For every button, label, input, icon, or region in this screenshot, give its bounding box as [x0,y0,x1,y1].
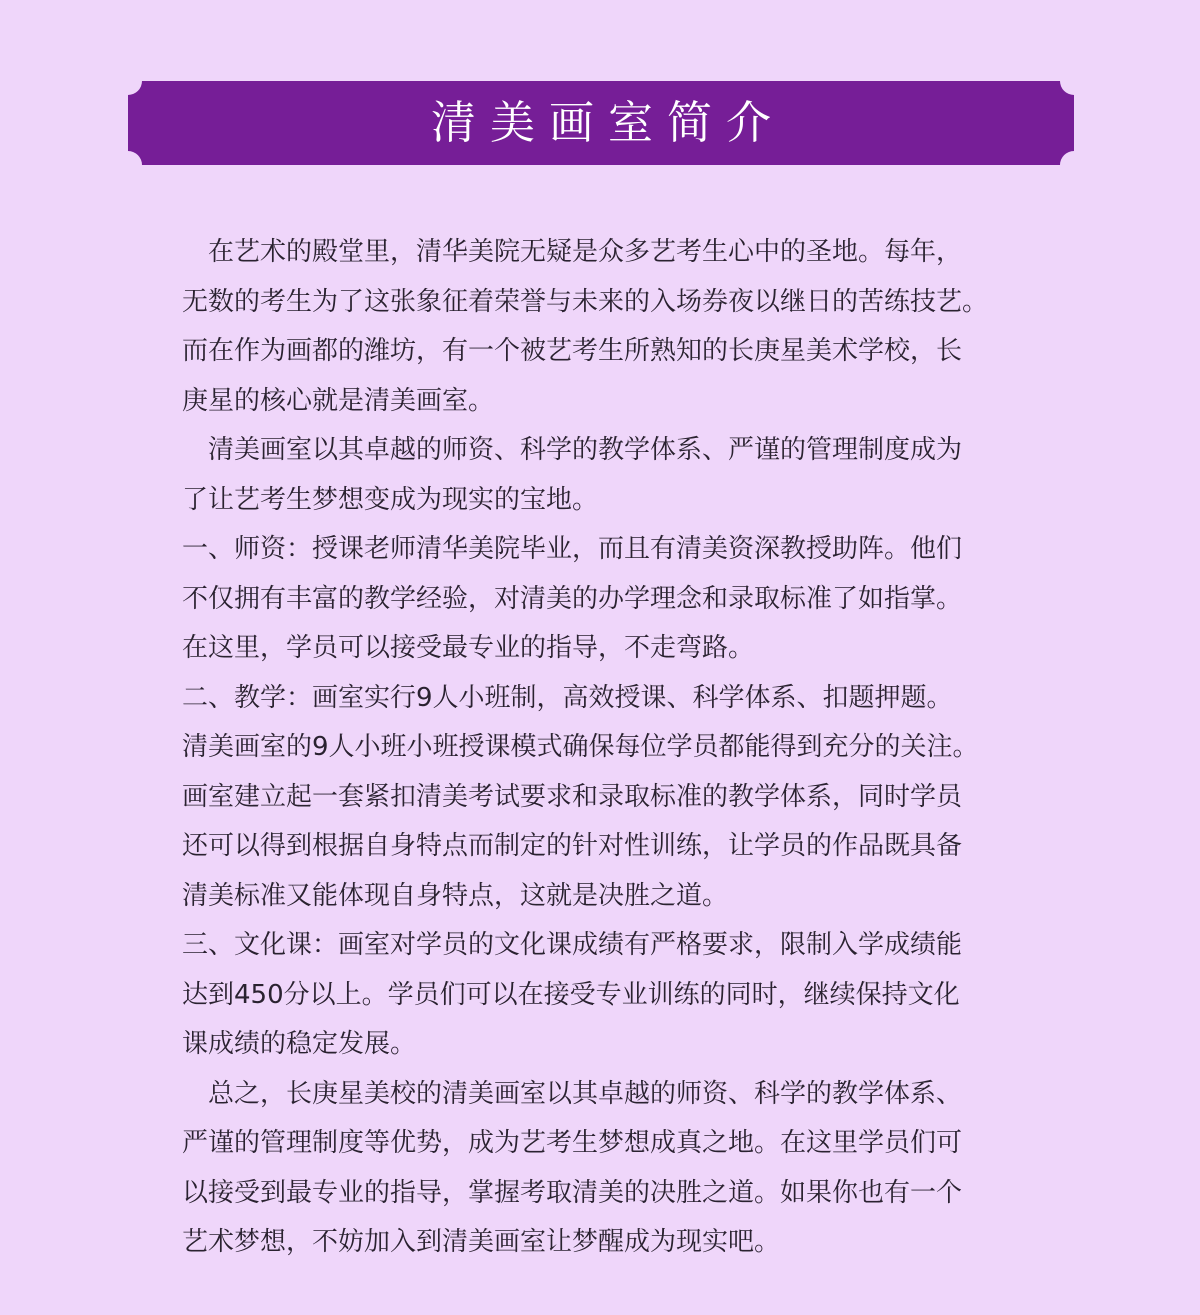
text-line: 一、师资：授课老师清华美院毕业，而且有清美资深教授助阵。他们 [182,534,963,564]
text-line: 清美画室的9人小班小班授课模式确保每位学员都能得到充分的关注。 [182,732,979,762]
page-title: 清美画室简介 [430,96,785,149]
text-line: 达到450分以上。学员们可以在接受专业训练的同时，继续保持文化 [182,979,960,1010]
text-line: 而在作为画都的潍坊，有一个被艺考生所熟知的长庚星美术学校，长 [182,336,963,366]
title-banner [128,81,1074,165]
text-line: 艺术梦想，不妨加入到清美画室让梦醒成为现实吧。 [182,1227,781,1257]
text-line: 严谨的管理制度等优势，成为艺考生梦想成真之地。在这里学员们可 [182,1128,963,1158]
text-line: 还可以得到根据自身特点而制定的针对性训练，让学员的作品既具备 [182,831,963,861]
article-body [182,228,1072,1268]
text-line: 二、教学：画室实行9人小班制，高效授课、科学体系、扣题押题。 [182,682,953,713]
text-line: 清美标准又能体现自身特点，这就是决胜之道。 [182,880,729,911]
text-line: 画室建立起一套紧扣清美考试要求和录取标准的教学体系，同时学员 [182,781,963,812]
text-line: 不仅拥有丰富的教学经验，对清美的办学理念和录取标准了如指掌。 [182,583,963,614]
text-line: 课成绩的稳定发展。 [182,1029,417,1059]
text-line: 清美画室以其卓越的师资、科学的教学体系、严谨的管理制度成为 [182,435,963,465]
text-line: 以接受到最专业的指导，掌握考取清美的决胜之道。如果你也有一个 [182,1177,963,1208]
text-line: 总之，长庚星美校的清美画室以其卓越的师资、科学的教学体系、 [182,1078,963,1109]
text-line: 了让艺考生梦想变成为现实的宝地。 [182,484,599,515]
text-line: 庚星的核心就是清美画室。 [182,385,495,416]
text-line: 在艺术的殿堂里，清华美院无疑是众多艺考生心中的圣地。每年， [182,237,963,267]
text-line: 无数的考生为了这张象征着荣誉与未来的入场券夜以继日的苦练技艺。 [182,286,989,317]
text-line: 在这里，学员可以接受最专业的指导，不走弯路。 [182,633,755,663]
text-line: 三、文化课：画室对学员的文化课成绩有严格要求，限制入学成绩能 [182,930,963,960]
